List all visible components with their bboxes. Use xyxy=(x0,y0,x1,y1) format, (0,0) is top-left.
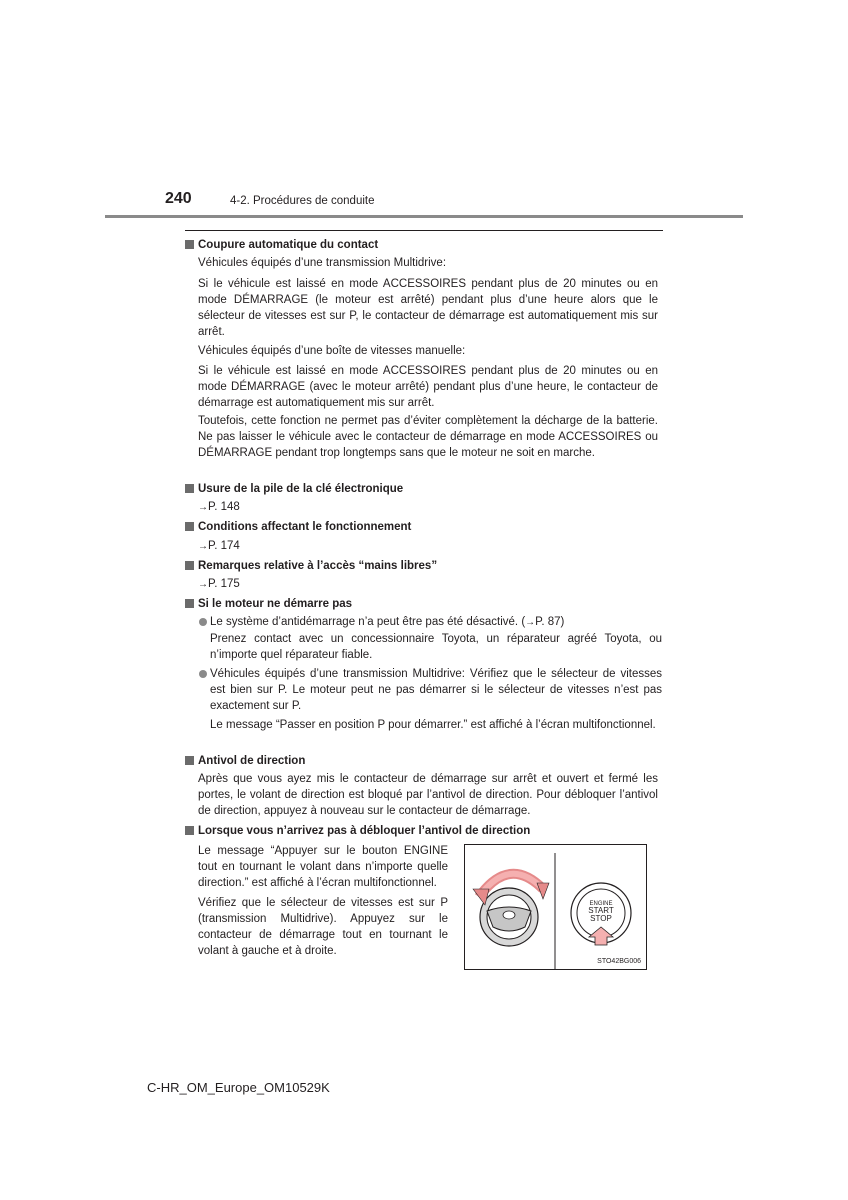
content-top-divider xyxy=(185,230,663,231)
page-number: 240 xyxy=(165,190,192,207)
header-divider xyxy=(105,215,743,218)
list-item-continuation: Prenez contact avec un concessionnaire Toyota, un réparateur agréé Toyota, ou n’importe quel réparateur fiable. xyxy=(210,633,662,661)
heading-moteur-ne-demarre-pas: Si le moteur ne démarre pas xyxy=(185,596,352,612)
button-label-start: START xyxy=(588,906,614,915)
circle-bullet-icon xyxy=(199,670,207,678)
document-code: C-HR_OM_Europe_OM10529K xyxy=(147,1080,330,1095)
arrow-right-icon: → xyxy=(198,541,208,552)
page-reference: →P. 148 xyxy=(198,501,240,513)
paragraph: Le message “Appuyer sur le bouton ENGINE tout en tournant le volant dans n’importe quelle direction.” est affiché à l’écran multifonctionnel. xyxy=(198,845,448,889)
square-bullet-icon xyxy=(185,561,194,570)
list-item: Le système d’antidémarrage n’a peut être pas été désactivé. (→P. 87) xyxy=(210,616,565,628)
arrow-right-icon: → xyxy=(198,502,208,513)
paragraph: Véhicules équipés d’une transmission Multidrive: xyxy=(198,257,447,269)
circle-bullet-icon xyxy=(199,618,207,626)
paragraph: Véhicules équipés d’une boîte de vitesses manuelle: xyxy=(198,345,466,357)
list-item: Véhicules équipés d’une transmission Multidrive: Vérifiez que le sélecteur de vitesses est bien sur P. Le moteur peut ne pas démarrer si le sélecteur de vitesses n’est pas exactement sur P. xyxy=(210,668,662,712)
button-label-engine: ENGINE xyxy=(589,901,613,907)
paragraph: Après que vous ayez mis le contacteur de démarrage sur arrêt et ouvert et fermé les portes, le volant de direction est bloqué par l’antivol de direction. Pour débloquer l’antivol de direction, appuyez à nouveau sur le contacteur de démarrage. xyxy=(198,773,658,817)
page-reference: →P. 174 xyxy=(198,540,240,552)
square-bullet-icon xyxy=(185,756,194,765)
square-bullet-icon xyxy=(185,522,194,531)
heading-usure-pile: Usure de la pile de la clé électronique xyxy=(185,481,403,497)
button-label-stop: STOP xyxy=(590,914,612,923)
arrow-right-icon: → xyxy=(198,579,208,590)
page-reference: →P. 175 xyxy=(198,578,240,590)
list-item-continuation: Le message “Passer en position P pour démarrer.” est affiché à l’écran multifonctionnel. xyxy=(210,719,656,731)
arrow-right-icon: → xyxy=(525,617,536,628)
heading-remarques: Remarques relative à l’accès “mains libres” xyxy=(185,558,437,574)
square-bullet-icon xyxy=(185,484,194,493)
square-bullet-icon xyxy=(185,599,194,608)
heading-conditions: Conditions affectant le fonctionnement xyxy=(185,519,411,535)
square-bullet-icon xyxy=(185,826,194,835)
paragraph: Si le véhicule est laissé en mode ACCESSOIRES pendant plus de 20 minutes ou en mode DÉMARRAGE (avec le moteur arrêté) pendant plus d’une heure, le contacteur de démarrage est automatiquement mis sur arrêt. xyxy=(198,365,658,409)
paragraph: Vérifiez que le sélecteur de vitesses est sur P (transmission Multidrive). Appuyez sur le contacteur de démarrage tout en tournant le volant à gauche et à droite. xyxy=(198,897,448,957)
illustration-steering-and-start-button xyxy=(464,844,647,970)
paragraph: Toutefois, cette fonction ne permet pas d’éviter complètement la décharge de la batterie. Ne pas laisser le véhicule avec le contacteur de démarrage en mode ACCESSOIRES ou DÉMARRAGE pendant trop longtemps sans que le moteur ne soit en marche. xyxy=(198,415,658,459)
paragraph: Si le véhicule est laissé en mode ACCESSOIRES pendant plus de 20 minutes ou en mode DÉMARRAGE (le moteur est arrêté) pendant plus d’une heure alors que le sélecteur de vitesses est sur P, le contacteur de démarrage est automatiquement mis sur arrêt. xyxy=(198,278,658,338)
heading-antivol: Antivol de direction xyxy=(185,753,305,769)
heading-debloquer-antivol: Lorsque vous n’arrivez pas à débloquer l’antivol de direction xyxy=(185,823,530,839)
engine-start-stop-button-icon xyxy=(571,883,631,945)
section-title: 4-2. Procédures de conduite xyxy=(230,195,375,207)
square-bullet-icon xyxy=(185,240,194,249)
steering-wheel-icon xyxy=(480,888,538,946)
figure-caption: STO42BG006 xyxy=(597,958,641,965)
illustration-svg xyxy=(465,845,646,969)
heading-coupure-automatique: Coupure automatique du contact xyxy=(185,237,378,253)
